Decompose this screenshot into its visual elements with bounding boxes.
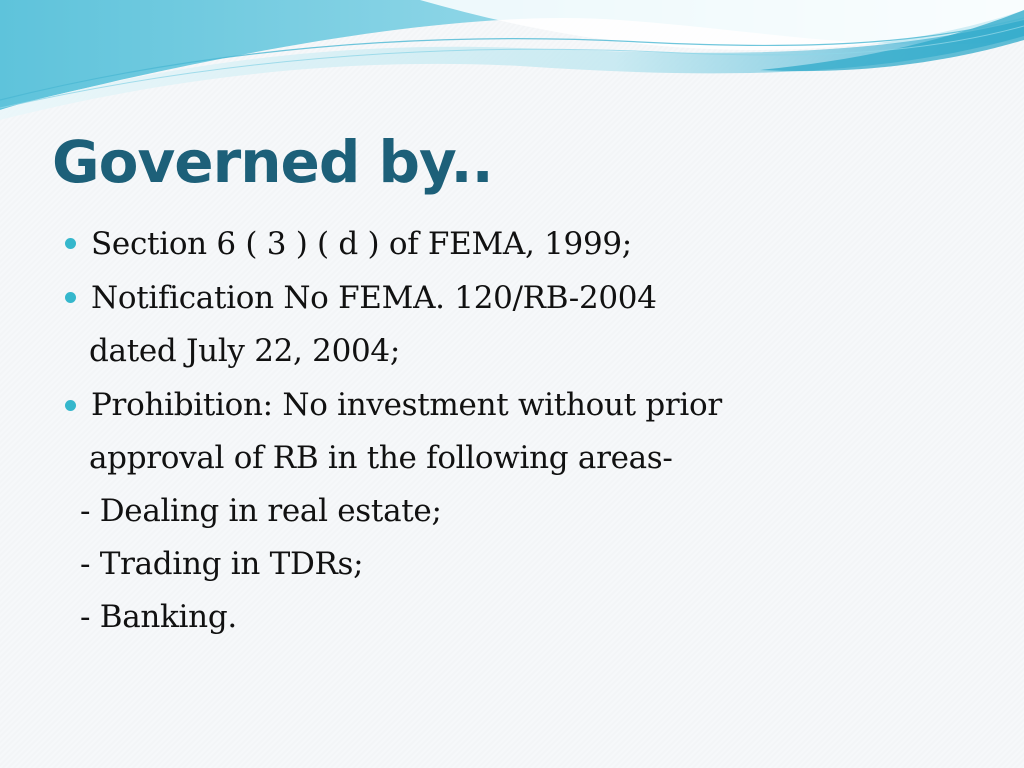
bullet-icon	[65, 292, 76, 303]
bullet-continuation-text: dated July 22, 2004;	[89, 333, 400, 369]
bullet-continuation-text: approval of RB in the following areas-	[89, 440, 673, 476]
bullet-item-text: Notification No FEMA. 120/RB-2004	[91, 280, 657, 316]
sub-item-text: - Dealing in real estate;	[80, 493, 442, 529]
sub-item-text: - Banking.	[80, 599, 237, 635]
bullet-item-text: Section 6 ( 3 ) ( d ) of FEMA, 1999;	[91, 226, 632, 262]
slide-title: Governed by..	[52, 128, 493, 196]
bullet-icon	[65, 238, 76, 249]
bullet-icon	[65, 400, 76, 411]
sub-item-text: - Trading in TDRs;	[80, 546, 364, 582]
bullet-item-text: Prohibition: No investment without prior	[91, 387, 722, 423]
header-wave-decoration	[0, 0, 1024, 130]
